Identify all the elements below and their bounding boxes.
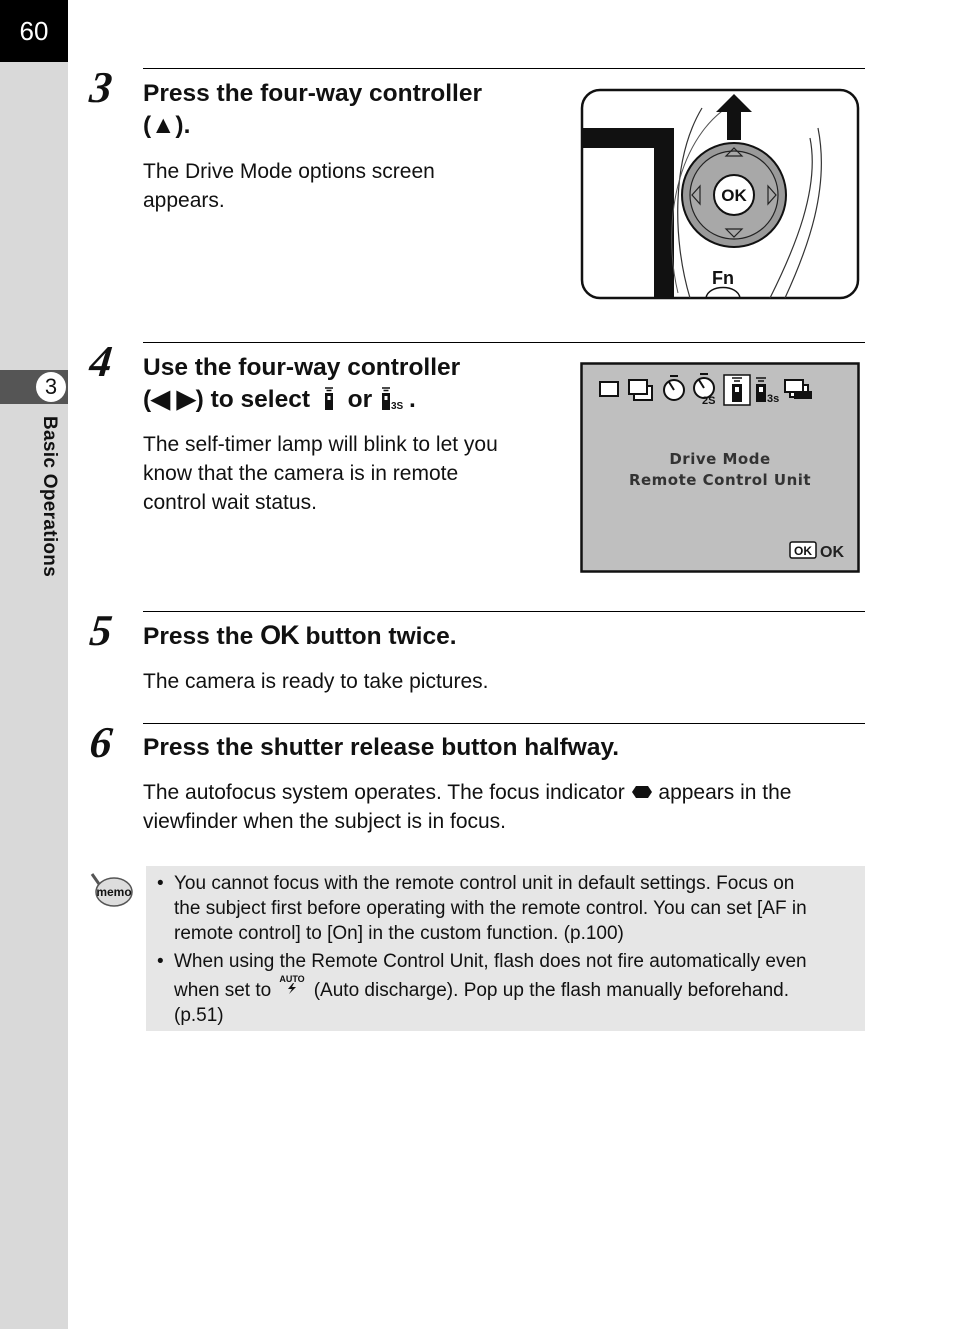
body-line: The Drive Mode options screen [143,160,435,183]
icon-label-2s: 2S [702,395,716,407]
memo-box [146,866,865,1031]
chapter-sidebar [0,0,68,1329]
memo-item [174,871,853,946]
icon-label-3s: 3s [767,393,780,405]
step-number: 6 [87,718,115,767]
heading-text: button twice. [305,623,457,650]
body-text: The autofocus system operates. The focus indicator [143,781,625,804]
memo-icon [90,872,134,910]
heading-text: . [408,386,416,413]
step-divider [143,342,865,343]
heading-line: Press the shutter release button halfway. [143,734,620,761]
step-heading [143,619,457,653]
body-text: appears in the [658,781,792,804]
body-line: The self-timer lamp will blink to let you [143,433,498,456]
single-frame-icon [600,382,618,396]
focus-indicator-icon [631,785,653,799]
step-body [143,667,489,696]
heading-line: Use the four-way controller [143,354,461,381]
memo-line: (p.51) [174,1005,224,1026]
auto-flash-icon [276,974,308,994]
heading-line [143,384,460,416]
remote-control-icon [317,385,341,411]
memo-text: (Auto discharge). Pop up the flash manually beforehand. [313,980,790,1001]
lcd-title: Drive Mode [669,450,771,468]
step-body [143,778,792,836]
ok-button-symbol: OK [260,620,299,650]
memo-line [174,974,853,1003]
memo-line: • You cannot focus with the remote control unit in default settings. Focus on [174,873,795,894]
step-body [143,430,498,517]
heading-text: Press the [143,623,254,650]
ok-action-label: OK [820,544,844,561]
step-body [143,157,435,215]
ok-key-label: OK [794,544,812,558]
body-line [143,778,792,807]
memo-item [174,949,853,1028]
lcd-mode-name: Remote Control Unit [628,471,812,489]
step-heading [143,78,482,142]
memo-line: the subject first before operating with the remote control. You can set [AF in [174,898,807,919]
camera-controller-figure [580,88,862,302]
svg-text:memo: memo [96,885,132,899]
body-line: viewfinder when the subject is in focus. [143,810,507,833]
heading-text: or [347,386,373,413]
body-line: know that the camera is in remote [143,462,459,485]
step-divider [143,611,865,612]
step-heading [143,352,460,416]
step-heading [143,732,619,764]
step-number: 3 [87,63,115,112]
step-divider [143,723,865,724]
heading-text: (◀ ▶) to select [143,386,311,413]
svg-text:3S: 3S [390,401,404,411]
step-number: 4 [87,337,115,386]
ok-button-label: OK [721,186,747,205]
drive-mode-screen-figure [580,362,862,575]
memo-line: remote control] to [On] in the custom function. (p.100) [174,923,624,944]
page-number: 60 [0,0,68,62]
remote-control-3s-icon [379,385,409,411]
chapter-number: 3 [36,372,66,402]
body-line: appears. [143,189,225,212]
step-number: 5 [87,606,115,655]
body-line: The camera is ready to take pictures. [143,670,489,693]
step-divider [143,68,865,69]
heading-line: Press the four-way controller [143,80,483,107]
chapter-title: Basic Operations [39,416,60,578]
svg-text:AUTO: AUTO [279,974,306,984]
fn-button-label: Fn [712,268,734,288]
memo-line: • When using the Remote Control Unit, flash does not fire automatically even [174,951,807,972]
memo-text: when set to [174,980,272,1001]
heading-line: (▲). [143,112,191,139]
body-line: control wait status. [143,491,317,514]
